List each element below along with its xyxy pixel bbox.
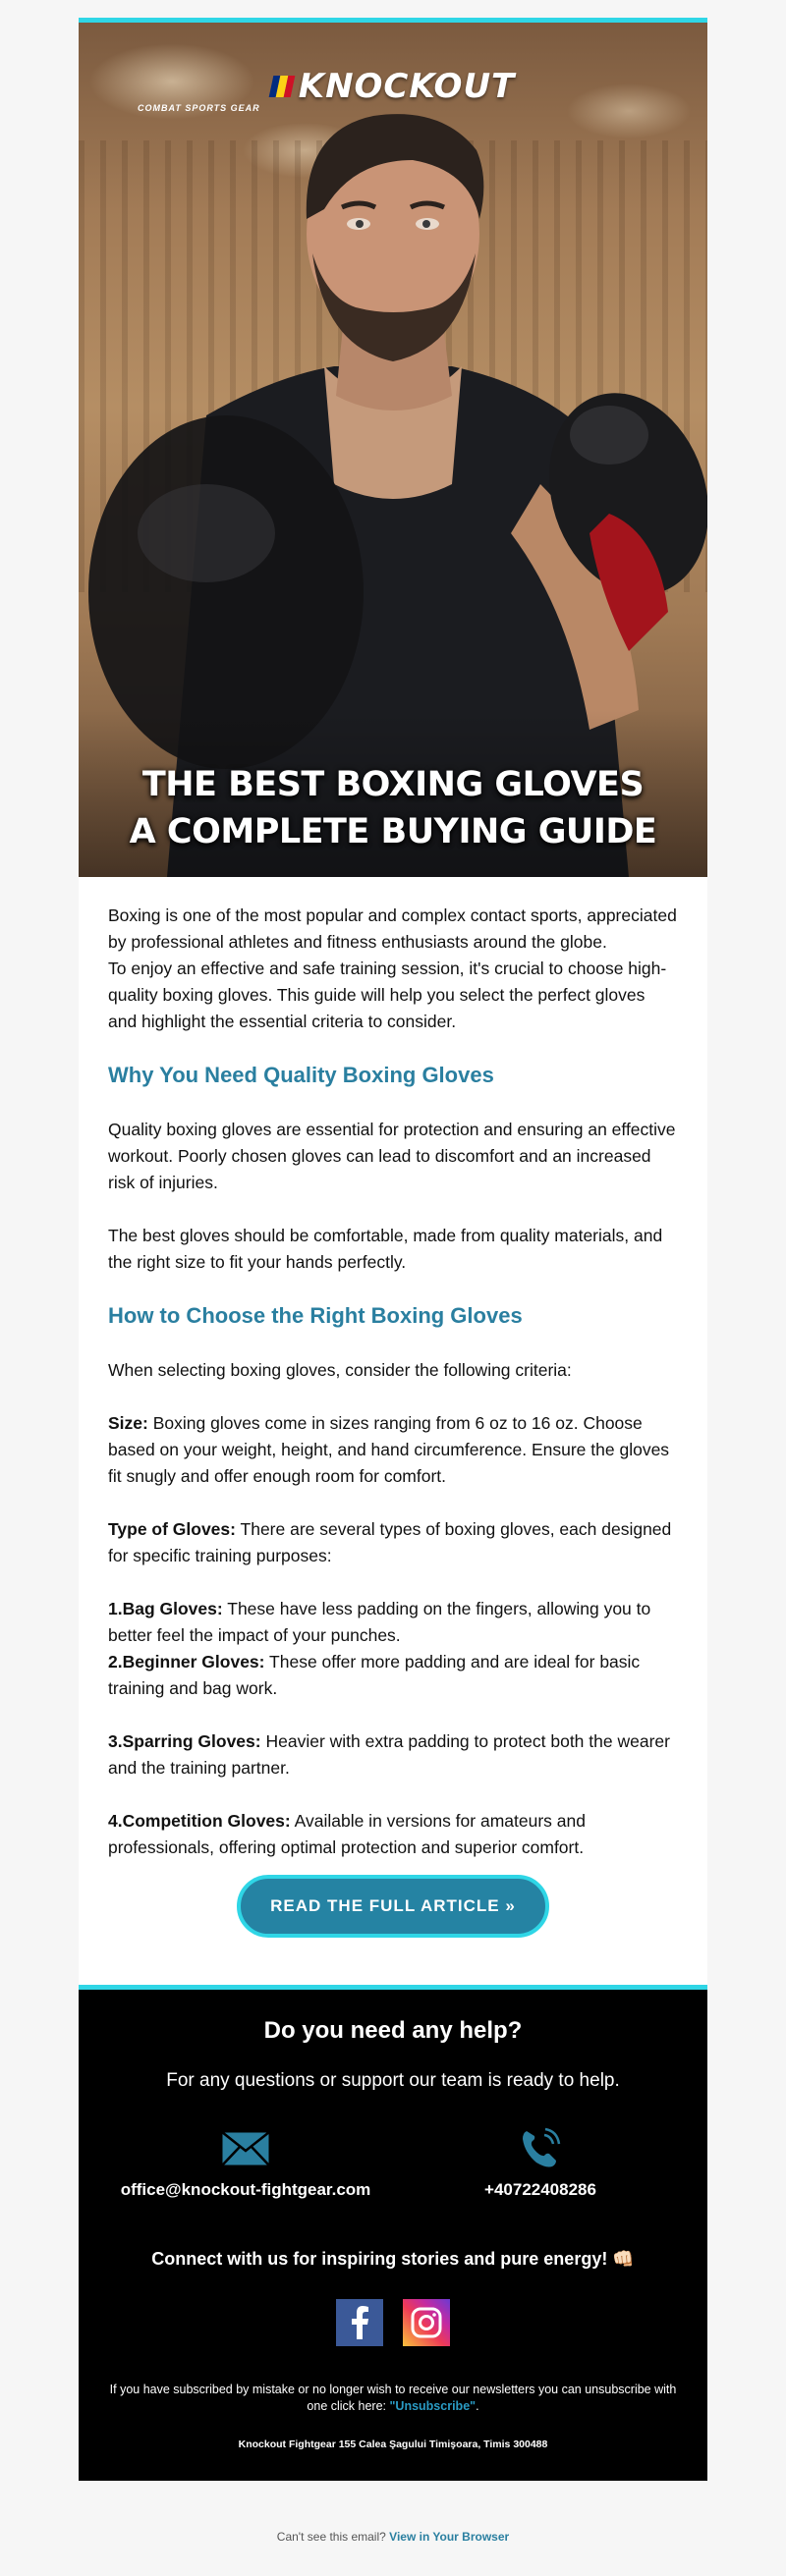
footer-title: Do you need any help? xyxy=(263,2017,523,2044)
read-full-article-button[interactable]: READ THE FULL ARTICLE » xyxy=(237,1875,549,1938)
cta-wrapper xyxy=(108,1861,678,1965)
brand-name: KNOCKOUT xyxy=(298,67,516,106)
boxer-photo xyxy=(79,23,707,877)
contact-phone[interactable] xyxy=(403,2125,678,2200)
paragraph-criteria: When selecting boxing gloves, consider the following criteria: xyxy=(108,1360,572,1380)
glove-type-beginner-label: 2.Beginner Gloves: xyxy=(108,1652,265,1672)
cant-see-text: Can't see this email? xyxy=(276,2530,390,2544)
brand-tagline: COMBAT SPORTS GEAR xyxy=(138,103,260,113)
glove-type-competition-label: 4.Competition Gloves: xyxy=(108,1811,291,1831)
flag-icon xyxy=(268,76,295,97)
unsubscribe-text: If you have subscribed by mistake or no longer wish to receive our newsletters you can unsubscribe with one click here: xyxy=(109,2383,677,2413)
glove-type-sparring-text: Heavier with extra padding to protect both the wearer and the training partner. xyxy=(108,1731,670,1778)
heading-how-to-choose: How to Choose the Right Boxing Gloves xyxy=(108,1303,523,1328)
hero-banner xyxy=(79,23,707,877)
connect-text: Connect with us for inspiring stories and pure energy! 👊🏻 xyxy=(151,2249,635,2269)
unsubscribe-link[interactable]: "Unsubscribe" xyxy=(389,2399,477,2413)
glove-type-sparring-label: 3.Sparring Gloves: xyxy=(108,1731,261,1751)
article-content xyxy=(79,877,707,1985)
contact-phone-value[interactable]: +40722408286 xyxy=(484,2180,596,2199)
unsubscribe-note xyxy=(98,2382,688,2415)
footer-subtitle: For any questions or support our team is ready to help. xyxy=(166,2070,620,2091)
footer xyxy=(79,1990,707,2481)
criteria-size xyxy=(108,1410,678,1490)
glove-type-bag-label: 1.Bag Gloves: xyxy=(108,1599,223,1618)
social-links xyxy=(98,2299,688,2346)
paragraph-quality: Quality boxing gloves are essential for protection and ensuring an effective workout. Poorly chosen gloves can lead to discomfort and an increased risk of injuries. xyxy=(108,1120,676,1192)
contact-row xyxy=(98,2125,688,2200)
glove-type-beginner-text: These offer more padding and are ideal for basic training and bag work. xyxy=(108,1652,641,1698)
glove-type-beginner xyxy=(108,1649,678,1702)
facebook-icon[interactable] xyxy=(336,2299,383,2346)
instagram-icon[interactable] xyxy=(403,2299,450,2346)
view-in-browser-line xyxy=(0,2530,786,2544)
paragraph-best-gloves: The best gloves should be comfortable, made from quality materials, and the right size to fit your hands perfectly. xyxy=(108,1226,663,1272)
contact-email-value[interactable]: office@knockout-fightgear.com xyxy=(120,2180,371,2199)
view-in-browser-link[interactable]: View in Your Browser xyxy=(389,2530,510,2544)
criteria-type xyxy=(108,1516,678,1569)
glove-type-competition xyxy=(108,1808,678,1861)
criteria-type-label: Type of Gloves: xyxy=(108,1519,236,1539)
brand-logo[interactable] xyxy=(79,67,707,113)
intro-paragraph-2: To enjoy an effective and safe training session, it's crucial to choose high-quality boxing gloves. This guide will help you select the perfect gloves and highlight the essential criteria to consider. xyxy=(108,959,667,1031)
contact-email[interactable] xyxy=(108,2125,383,2200)
hero-title-line1: THE BEST BOXING GLOVES xyxy=(141,765,645,804)
phone-icon xyxy=(403,2125,678,2172)
heading-why-quality: Why You Need Quality Boxing Gloves xyxy=(108,1063,494,1087)
criteria-type-text: There are several types of boxing gloves, each designed for specific training purposes: xyxy=(108,1519,672,1565)
glove-type-bag-text: These have less padding on the fingers, allowing you to better feel the impact of your punches. xyxy=(108,1599,651,1645)
glove-type-sparring xyxy=(108,1728,678,1781)
company-address: Knockout Fightgear 155 Calea Şagului Timişoara, Timis 300488 xyxy=(238,2439,548,2450)
intro-paragraph-1: Boxing is one of the most popular and complex contact sports, appreciated by professional athletes and fitness enthusiasts around the globe. xyxy=(108,905,677,952)
glove-type-bag xyxy=(108,1596,678,1649)
email-container xyxy=(79,18,707,2481)
envelope-icon xyxy=(108,2125,383,2172)
unsubscribe-end: . xyxy=(476,2399,479,2413)
hero-title-line2: A COMPLETE BUYING GUIDE xyxy=(129,812,657,851)
glove-type-competition-text: Available in versions for amateurs and professionals, offering optimal protection and superior comfort. xyxy=(108,1811,586,1857)
criteria-size-text: Boxing gloves come in sizes ranging from 6 oz to 16 oz. Choose based on your weight, height, and hand circumference. Ensure the gloves fit snugly and offer enough room for comfort. xyxy=(108,1413,670,1486)
criteria-size-label: Size: xyxy=(108,1413,148,1433)
hero-title xyxy=(79,761,707,855)
